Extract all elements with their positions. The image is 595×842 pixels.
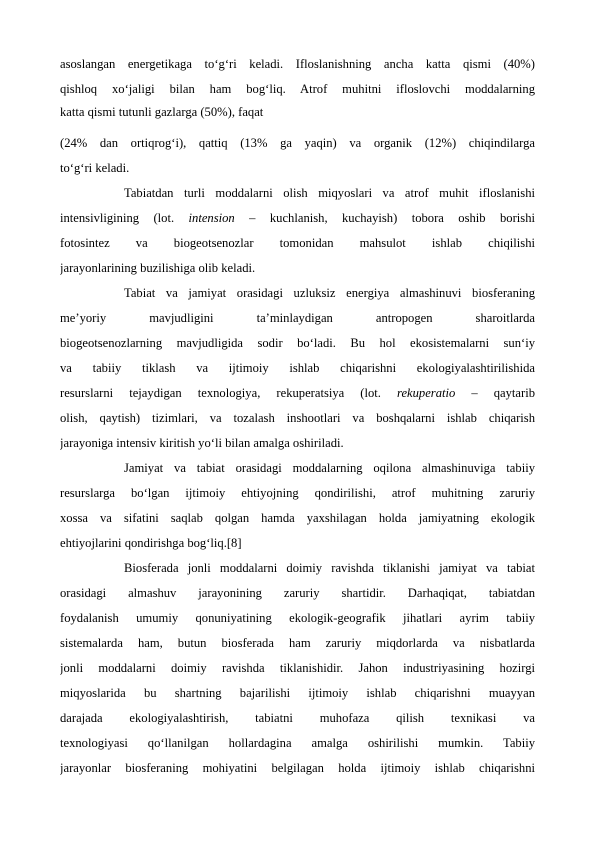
text-line [60,210,535,226]
text-segment: – qaytarib [455,386,535,400]
text-line: olish, qaytish) tizimlari, va tozalash inshootlari va boshqalarni ishlab chiqarish [60,411,535,425]
text-line: jarayoniga intensiv kiritish yo‘li bilan amalga oshiriladi. [60,436,344,450]
paragraph-first-line: Tabiat va jamiyat orasidagi uzluksiz energiya almashinuvi biosferaning [124,286,535,300]
text-line: va tabiiy tiklash va ijtimoiy ishlab chiqarishni ekologiyalashtirilishida [60,361,535,375]
latin-term: intension [188,211,235,225]
text-line: sistemalarda ham, butun biosferada ham zaruriy miqdorlarda va nisbatlarda [60,636,535,650]
text-line [60,385,535,401]
latin-term: rekuperatio [397,386,456,400]
text-line: darajada ekologiyalashtirish, tabiatni muhofaza qilish texnikasi va [60,711,535,725]
text-line: jonli moddalarni doimiy ravishda tiklanishidir. Jahon industriyasining hozirgi [60,661,535,675]
text-line: texnologiyasi qo‘llanilgan hollardagina amalga oshirilishi mumkin. Tabiiy [60,736,535,750]
text-line: orasidagi almashuv jarayonining zaruriy shartidir. Darhaqiqat, tabiatdan [60,586,535,600]
text-line: xossa va sifatini saqlab qolgan hamda yaxshilagan holda jamiyatning ekologik [60,511,535,525]
text-segment: intensivligining (lot. [60,211,189,225]
text-line: jarayonlar biosferaning mohiyatini belgilagan holda ijtimoiy ishlab chiqarishni [60,761,535,775]
paragraph-first-line: Jamiyat va tabiat orasidagi moddalarning oqilona almashinuviga tabiiy [124,461,535,475]
text-line: jarayonlarining buzilishiga olib keladi. [60,261,256,275]
paragraph-first-line: Biosferada jonli moddalarni doimiy ravishda tiklanishi jamiyat va tabiat [124,561,535,575]
text-line: to‘g‘ri keladi. [60,161,130,175]
text-line: katta qismi tutunli gazlarga (50%), faqat [60,105,264,119]
paragraph-first-line: Tabiatdan turli moddalarni olish miqyoslari va atrof muhit ifloslanishi [124,186,535,200]
text-line: biogeotsenozlarning mavjudligida sodir bo‘ladi. Bu hol ekosistemalarni sun‘iy [60,336,535,350]
text-line: ehtiyojlarini qondirishga bog‘liq.[8] [60,536,242,550]
text-line: resurslarga bo‘lgan ijtimoiy ehtiyojning qondirilishi, atrof muhitning zaruriy [60,486,535,500]
text-line: me’yoriy mavjudligini ta’minlaydigan antropogen sharoitlarda [60,311,535,325]
text-line: (24% dan ortiqrog‘i), qattiq (13% ga yaqin) va organik (12%) chiqindilarga [60,136,535,150]
text-line: miqyoslarida bu shartning bajarilishi ijtimoiy ishlab chiqarishni muayyan [60,686,535,700]
text-line: foydalanish umumiy qonuniyatining ekologik-geografik jihatlari ayrim tabiiy [60,611,535,625]
text-segment: resurslarni tejaydigan texnologiya, rekuperatsiya (lot. [60,386,398,400]
text-segment: – kuchlanish, kuchayish) tobora oshib borishi [234,211,535,225]
text-line: fotosintez va biogeotsenozlar tomonidan mahsulot ishlab chiqilishi [60,236,535,250]
text-line: asoslangan energetikaga to‘g‘ri keladi. Ifloslanishning ancha katta qismi (40%) [60,57,535,71]
text-line: qishloq xo‘jaligi bilan ham bog‘liq. Atrof muhitni ifloslovchi moddalarning [60,82,535,96]
